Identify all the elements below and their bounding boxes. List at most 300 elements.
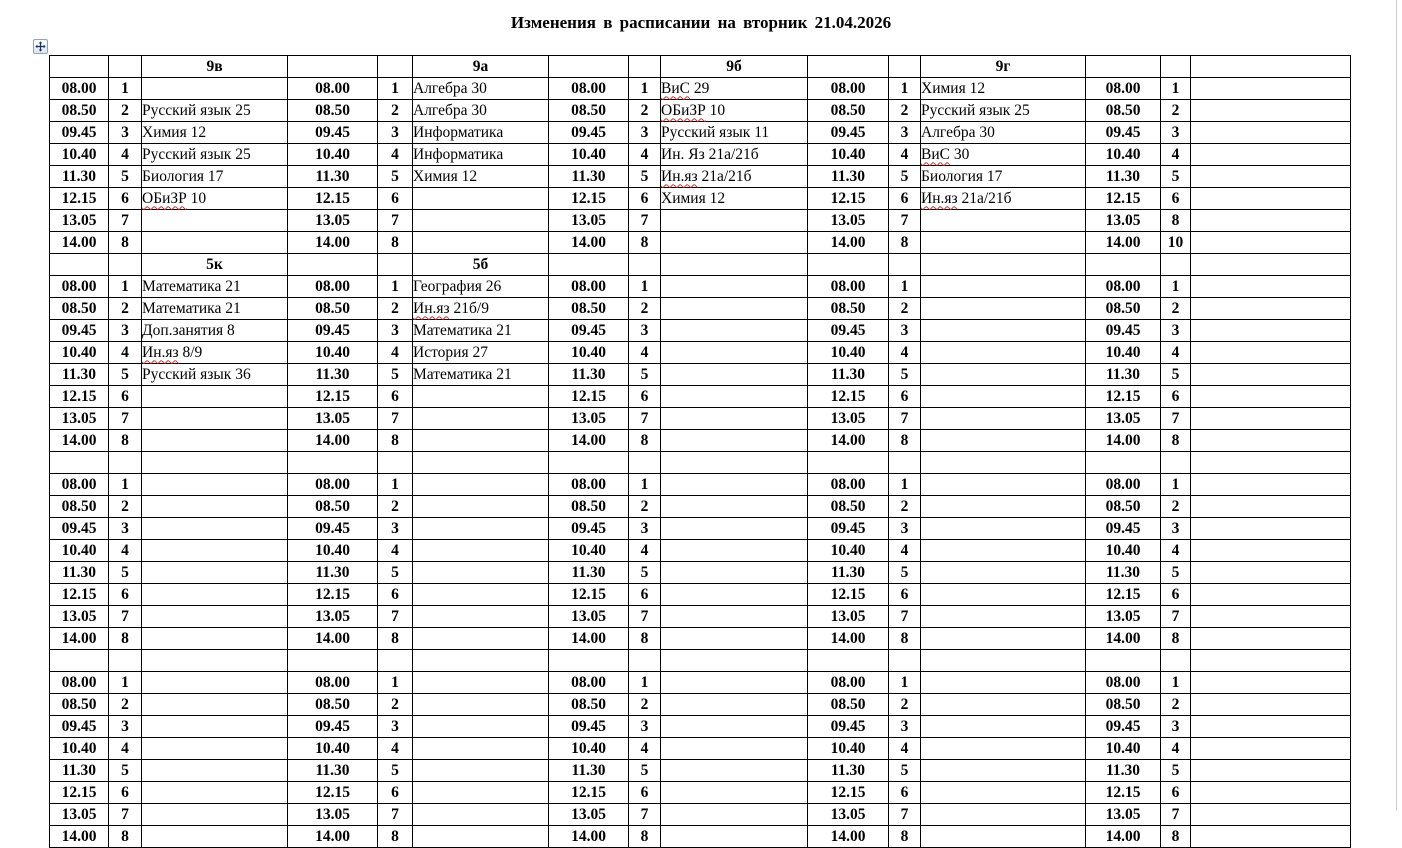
lesson-number-cell[interactable]: 1: [629, 276, 661, 298]
subject-cell[interactable]: [413, 628, 549, 650]
time-cell[interactable]: 11.30: [50, 166, 109, 188]
time-cell[interactable]: [549, 452, 629, 474]
lesson-number-cell[interactable]: 7: [378, 606, 413, 628]
lesson-number-cell[interactable]: 7: [889, 210, 921, 232]
time-cell[interactable]: 12.15: [549, 188, 629, 210]
subject-cell[interactable]: [661, 760, 808, 782]
time-cell[interactable]: [50, 452, 109, 474]
subject-cell[interactable]: [1191, 408, 1351, 430]
time-cell[interactable]: 08.00: [549, 474, 629, 496]
lesson-number-cell[interactable]: [889, 452, 921, 474]
subject-cell[interactable]: [1191, 474, 1351, 496]
subject-cell[interactable]: Химия 12: [661, 188, 808, 210]
lesson-number-cell[interactable]: 1: [378, 474, 413, 496]
lesson-number-cell[interactable]: 2: [629, 100, 661, 122]
subject-cell[interactable]: Химия 12: [413, 166, 549, 188]
time-cell[interactable]: 13.05: [549, 804, 629, 826]
lesson-number-cell[interactable]: 7: [1161, 408, 1191, 430]
lesson-number-cell[interactable]: 6: [889, 584, 921, 606]
subject-cell[interactable]: [1191, 232, 1351, 254]
time-cell[interactable]: 14.00: [808, 826, 889, 848]
time-cell[interactable]: [808, 254, 889, 276]
time-cell[interactable]: 11.30: [50, 364, 109, 386]
subject-cell[interactable]: [661, 232, 808, 254]
lesson-number-cell[interactable]: 8: [109, 826, 142, 848]
subject-cell[interactable]: [1191, 562, 1351, 584]
time-cell[interactable]: 11.30: [288, 364, 378, 386]
lesson-number-cell[interactable]: 6: [889, 386, 921, 408]
time-cell[interactable]: 10.40: [288, 738, 378, 760]
time-cell[interactable]: 08.50: [288, 694, 378, 716]
time-cell[interactable]: 12.15: [50, 386, 109, 408]
subject-cell[interactable]: Биология 17: [142, 166, 288, 188]
lesson-number-cell[interactable]: 7: [629, 606, 661, 628]
lesson-number-cell[interactable]: 8: [1161, 628, 1191, 650]
subject-cell[interactable]: [921, 562, 1086, 584]
lesson-number-cell[interactable]: 1: [378, 672, 413, 694]
lesson-number-cell[interactable]: 2: [889, 496, 921, 518]
subject-cell[interactable]: [1191, 804, 1351, 826]
subject-cell[interactable]: [921, 342, 1086, 364]
time-cell[interactable]: [549, 650, 629, 672]
time-cell[interactable]: 08.50: [50, 694, 109, 716]
lesson-number-cell[interactable]: 6: [1161, 584, 1191, 606]
subject-cell[interactable]: [921, 584, 1086, 606]
subject-cell[interactable]: Ин.яз 21б/9: [413, 298, 549, 320]
lesson-number-cell[interactable]: [889, 56, 921, 78]
time-cell[interactable]: [549, 254, 629, 276]
subject-cell[interactable]: [921, 628, 1086, 650]
subject-cell[interactable]: История 27: [413, 342, 549, 364]
time-cell[interactable]: 11.30: [288, 166, 378, 188]
lesson-number-cell[interactable]: 2: [889, 298, 921, 320]
time-cell[interactable]: 09.45: [808, 716, 889, 738]
subject-cell[interactable]: [142, 628, 288, 650]
lesson-number-cell[interactable]: 3: [889, 716, 921, 738]
time-cell[interactable]: 08.00: [50, 276, 109, 298]
subject-cell[interactable]: [413, 210, 549, 232]
lesson-number-cell[interactable]: 3: [1161, 518, 1191, 540]
lesson-number-cell[interactable]: 7: [1161, 804, 1191, 826]
subject-cell[interactable]: [142, 540, 288, 562]
time-cell[interactable]: 11.30: [1086, 760, 1161, 782]
subject-cell[interactable]: [413, 584, 549, 606]
lesson-number-cell[interactable]: 5: [378, 166, 413, 188]
subject-cell[interactable]: [142, 386, 288, 408]
lesson-number-cell[interactable]: 8: [629, 232, 661, 254]
time-cell[interactable]: 12.15: [549, 782, 629, 804]
class-header-cell[interactable]: [661, 452, 808, 474]
lesson-number-cell[interactable]: 3: [378, 122, 413, 144]
subject-cell[interactable]: Ин.яз 21а/21б: [661, 166, 808, 188]
time-cell[interactable]: [288, 452, 378, 474]
lesson-number-cell[interactable]: 2: [1161, 298, 1191, 320]
lesson-number-cell[interactable]: 5: [109, 364, 142, 386]
subject-cell[interactable]: [661, 606, 808, 628]
class-header-cell[interactable]: [661, 254, 808, 276]
subject-cell[interactable]: [1191, 364, 1351, 386]
subject-cell[interactable]: [1191, 298, 1351, 320]
time-cell[interactable]: 13.05: [288, 210, 378, 232]
subject-cell[interactable]: [921, 606, 1086, 628]
subject-cell[interactable]: [1191, 430, 1351, 452]
lesson-number-cell[interactable]: 1: [629, 474, 661, 496]
lesson-number-cell[interactable]: 1: [109, 276, 142, 298]
time-cell[interactable]: 10.40: [808, 738, 889, 760]
time-cell[interactable]: [808, 452, 889, 474]
lesson-number-cell[interactable]: 8: [378, 232, 413, 254]
time-cell[interactable]: 14.00: [549, 232, 629, 254]
lesson-number-cell[interactable]: 6: [109, 188, 142, 210]
subject-cell[interactable]: Ин. Яз 21а/21б: [661, 144, 808, 166]
subject-cell[interactable]: Алгебра 30: [413, 100, 549, 122]
lesson-number-cell[interactable]: 3: [629, 122, 661, 144]
time-cell[interactable]: 11.30: [288, 562, 378, 584]
lesson-number-cell[interactable]: 4: [889, 342, 921, 364]
time-cell[interactable]: 10.40: [549, 540, 629, 562]
time-cell[interactable]: 08.00: [288, 276, 378, 298]
subject-cell[interactable]: Химия 12: [142, 122, 288, 144]
time-cell[interactable]: 08.00: [808, 672, 889, 694]
time-cell[interactable]: 08.00: [1086, 78, 1161, 100]
time-cell[interactable]: 09.45: [1086, 122, 1161, 144]
subject-cell[interactable]: [413, 540, 549, 562]
subject-cell[interactable]: [413, 562, 549, 584]
lesson-number-cell[interactable]: 4: [629, 540, 661, 562]
time-cell[interactable]: 14.00: [50, 232, 109, 254]
lesson-number-cell[interactable]: 5: [889, 364, 921, 386]
time-cell[interactable]: [288, 650, 378, 672]
subject-cell[interactable]: [661, 298, 808, 320]
time-cell[interactable]: 14.00: [288, 826, 378, 848]
subject-cell[interactable]: Алгебра 30: [413, 78, 549, 100]
lesson-number-cell[interactable]: 5: [629, 166, 661, 188]
subject-cell[interactable]: [661, 628, 808, 650]
time-cell[interactable]: 12.15: [1086, 386, 1161, 408]
subject-cell[interactable]: [1191, 122, 1351, 144]
lesson-number-cell[interactable]: 1: [109, 78, 142, 100]
subject-cell[interactable]: [921, 276, 1086, 298]
lesson-number-cell[interactable]: 1: [109, 672, 142, 694]
lesson-number-cell[interactable]: 2: [378, 100, 413, 122]
time-cell[interactable]: 10.40: [50, 738, 109, 760]
time-cell[interactable]: 10.40: [549, 738, 629, 760]
subject-cell[interactable]: [1191, 826, 1351, 848]
time-cell[interactable]: 10.40: [50, 144, 109, 166]
subject-cell[interactable]: [921, 738, 1086, 760]
time-cell[interactable]: 08.50: [808, 694, 889, 716]
subject-cell[interactable]: [1191, 386, 1351, 408]
lesson-number-cell[interactable]: 8: [629, 628, 661, 650]
lesson-number-cell[interactable]: 6: [109, 584, 142, 606]
subject-cell[interactable]: [921, 782, 1086, 804]
time-cell[interactable]: 08.00: [1086, 474, 1161, 496]
lesson-number-cell[interactable]: 6: [1161, 782, 1191, 804]
time-cell[interactable]: [1086, 452, 1161, 474]
lesson-number-cell[interactable]: 5: [1161, 760, 1191, 782]
lesson-number-cell[interactable]: 1: [889, 276, 921, 298]
time-cell[interactable]: 13.05: [549, 210, 629, 232]
lesson-number-cell[interactable]: 8: [109, 232, 142, 254]
subject-cell[interactable]: [921, 298, 1086, 320]
subject-cell[interactable]: [413, 782, 549, 804]
time-cell[interactable]: 14.00: [1086, 826, 1161, 848]
subject-cell[interactable]: [661, 782, 808, 804]
lesson-number-cell[interactable]: 7: [109, 210, 142, 232]
subject-cell[interactable]: [661, 210, 808, 232]
time-cell[interactable]: 08.50: [1086, 298, 1161, 320]
time-cell[interactable]: 08.00: [288, 78, 378, 100]
time-cell[interactable]: 11.30: [1086, 562, 1161, 584]
subject-cell[interactable]: [142, 562, 288, 584]
lesson-number-cell[interactable]: 1: [1161, 78, 1191, 100]
lesson-number-cell[interactable]: [378, 650, 413, 672]
time-cell[interactable]: 11.30: [808, 166, 889, 188]
time-cell[interactable]: [288, 56, 378, 78]
lesson-number-cell[interactable]: 8: [109, 430, 142, 452]
class-header-cell[interactable]: 9в: [142, 56, 288, 78]
subject-cell[interactable]: Доп.занятия 8: [142, 320, 288, 342]
time-cell[interactable]: 12.15: [288, 782, 378, 804]
subject-cell[interactable]: [1191, 716, 1351, 738]
lesson-number-cell[interactable]: 5: [378, 562, 413, 584]
time-cell[interactable]: 08.00: [808, 78, 889, 100]
time-cell[interactable]: [50, 254, 109, 276]
time-cell[interactable]: 10.40: [549, 144, 629, 166]
lesson-number-cell[interactable]: 1: [629, 672, 661, 694]
time-cell[interactable]: 09.45: [549, 122, 629, 144]
time-cell[interactable]: 14.00: [549, 826, 629, 848]
time-cell[interactable]: 12.15: [808, 188, 889, 210]
class-header-cell[interactable]: [142, 452, 288, 474]
time-cell[interactable]: 14.00: [549, 628, 629, 650]
subject-cell[interactable]: [142, 760, 288, 782]
time-cell[interactable]: 12.15: [288, 386, 378, 408]
class-header-cell[interactable]: 9б: [661, 56, 808, 78]
subject-cell[interactable]: [142, 694, 288, 716]
lesson-number-cell[interactable]: 4: [378, 342, 413, 364]
time-cell[interactable]: 11.30: [549, 364, 629, 386]
subject-cell[interactable]: [921, 518, 1086, 540]
time-cell[interactable]: 08.50: [808, 100, 889, 122]
lesson-number-cell[interactable]: [1161, 650, 1191, 672]
lesson-number-cell[interactable]: 4: [1161, 144, 1191, 166]
subject-cell[interactable]: [413, 738, 549, 760]
subject-cell[interactable]: География 26: [413, 276, 549, 298]
lesson-number-cell[interactable]: 6: [1161, 188, 1191, 210]
lesson-number-cell[interactable]: 4: [109, 144, 142, 166]
class-header-cell[interactable]: 5б: [413, 254, 549, 276]
time-cell[interactable]: 08.00: [1086, 672, 1161, 694]
subject-cell[interactable]: [142, 408, 288, 430]
lesson-number-cell[interactable]: [1161, 254, 1191, 276]
lesson-number-cell[interactable]: 4: [629, 342, 661, 364]
time-cell[interactable]: 12.15: [50, 584, 109, 606]
lesson-number-cell[interactable]: 1: [629, 78, 661, 100]
subject-cell[interactable]: Ин.яз 21а/21б: [921, 188, 1086, 210]
subject-cell[interactable]: [142, 430, 288, 452]
time-cell[interactable]: [808, 650, 889, 672]
lesson-number-cell[interactable]: 1: [889, 474, 921, 496]
time-cell[interactable]: 12.15: [808, 782, 889, 804]
time-cell[interactable]: 10.40: [549, 342, 629, 364]
lesson-number-cell[interactable]: [378, 56, 413, 78]
lesson-number-cell[interactable]: 2: [378, 298, 413, 320]
time-cell[interactable]: 13.05: [808, 408, 889, 430]
subject-cell[interactable]: [1191, 540, 1351, 562]
lesson-number-cell[interactable]: 3: [629, 320, 661, 342]
lesson-number-cell[interactable]: 4: [378, 540, 413, 562]
time-cell[interactable]: 11.30: [1086, 364, 1161, 386]
time-cell[interactable]: [1086, 254, 1161, 276]
time-cell[interactable]: 10.40: [808, 342, 889, 364]
time-cell[interactable]: 09.45: [1086, 518, 1161, 540]
time-cell[interactable]: 13.05: [808, 210, 889, 232]
subject-cell[interactable]: [661, 562, 808, 584]
lesson-number-cell[interactable]: 8: [889, 232, 921, 254]
time-cell[interactable]: 09.45: [288, 518, 378, 540]
time-cell[interactable]: 08.00: [549, 78, 629, 100]
lesson-number-cell[interactable]: 4: [1161, 342, 1191, 364]
lesson-number-cell[interactable]: 3: [889, 320, 921, 342]
class-header-cell[interactable]: [142, 650, 288, 672]
time-cell[interactable]: 09.45: [549, 320, 629, 342]
subject-cell[interactable]: [921, 760, 1086, 782]
time-cell[interactable]: 14.00: [288, 430, 378, 452]
subject-cell[interactable]: [1191, 166, 1351, 188]
lesson-number-cell[interactable]: 3: [629, 716, 661, 738]
time-cell[interactable]: [1086, 56, 1161, 78]
lesson-number-cell[interactable]: [629, 254, 661, 276]
lesson-number-cell[interactable]: [109, 452, 142, 474]
time-cell[interactable]: 09.45: [1086, 320, 1161, 342]
time-cell[interactable]: 08.00: [549, 672, 629, 694]
time-cell[interactable]: 08.50: [50, 298, 109, 320]
class-header-cell[interactable]: [413, 452, 549, 474]
time-cell[interactable]: 08.00: [288, 474, 378, 496]
lesson-number-cell[interactable]: 4: [889, 144, 921, 166]
time-cell[interactable]: 09.45: [808, 122, 889, 144]
subject-cell[interactable]: [661, 540, 808, 562]
lesson-number-cell[interactable]: 2: [109, 694, 142, 716]
lesson-number-cell[interactable]: 1: [1161, 474, 1191, 496]
subject-cell[interactable]: [1191, 628, 1351, 650]
time-cell[interactable]: 13.05: [288, 606, 378, 628]
time-cell[interactable]: 08.50: [288, 100, 378, 122]
subject-cell[interactable]: [661, 342, 808, 364]
time-cell[interactable]: 08.50: [50, 496, 109, 518]
lesson-number-cell[interactable]: 8: [889, 826, 921, 848]
time-cell[interactable]: 11.30: [50, 562, 109, 584]
subject-cell[interactable]: [413, 760, 549, 782]
time-cell[interactable]: 08.00: [288, 672, 378, 694]
table-move-handle[interactable]: [33, 39, 48, 54]
time-cell[interactable]: 10.40: [50, 342, 109, 364]
time-cell[interactable]: 10.40: [288, 540, 378, 562]
subject-cell[interactable]: Русский язык 25: [921, 100, 1086, 122]
lesson-number-cell[interactable]: 5: [1161, 562, 1191, 584]
time-cell[interactable]: 10.40: [1086, 342, 1161, 364]
subject-cell[interactable]: [1191, 100, 1351, 122]
subject-cell[interactable]: [142, 496, 288, 518]
subject-cell[interactable]: [413, 188, 549, 210]
lesson-number-cell[interactable]: 5: [629, 760, 661, 782]
lesson-number-cell[interactable]: 3: [378, 320, 413, 342]
lesson-number-cell[interactable]: 3: [889, 518, 921, 540]
lesson-number-cell[interactable]: 6: [629, 584, 661, 606]
time-cell[interactable]: [50, 650, 109, 672]
class-header-cell[interactable]: [661, 650, 808, 672]
time-cell[interactable]: 08.00: [50, 672, 109, 694]
lesson-number-cell[interactable]: 6: [629, 782, 661, 804]
lesson-number-cell[interactable]: 8: [629, 826, 661, 848]
lesson-number-cell[interactable]: 7: [378, 408, 413, 430]
time-cell[interactable]: 08.00: [808, 276, 889, 298]
subject-cell[interactable]: [413, 716, 549, 738]
subject-cell[interactable]: [142, 78, 288, 100]
lesson-number-cell[interactable]: 3: [109, 122, 142, 144]
subject-cell[interactable]: [1191, 78, 1351, 100]
lesson-number-cell[interactable]: [109, 650, 142, 672]
time-cell[interactable]: 08.00: [808, 474, 889, 496]
lesson-number-cell[interactable]: [378, 452, 413, 474]
class-header-cell[interactable]: [413, 650, 549, 672]
time-cell[interactable]: 13.05: [808, 606, 889, 628]
time-cell[interactable]: 13.05: [50, 606, 109, 628]
class-header-cell[interactable]: [921, 650, 1086, 672]
subject-cell[interactable]: [661, 364, 808, 386]
time-cell[interactable]: 08.00: [50, 474, 109, 496]
lesson-number-cell[interactable]: 6: [629, 188, 661, 210]
subject-cell[interactable]: [661, 408, 808, 430]
lesson-number-cell[interactable]: 2: [629, 694, 661, 716]
time-cell[interactable]: 12.15: [288, 584, 378, 606]
subject-cell[interactable]: [142, 606, 288, 628]
subject-cell[interactable]: ОБиЗР 10: [142, 188, 288, 210]
lesson-number-cell[interactable]: 7: [378, 804, 413, 826]
subject-cell[interactable]: [661, 804, 808, 826]
subject-cell[interactable]: [661, 386, 808, 408]
lesson-number-cell[interactable]: 4: [378, 144, 413, 166]
subject-cell[interactable]: [413, 804, 549, 826]
lesson-number-cell[interactable]: 7: [1161, 606, 1191, 628]
subject-cell[interactable]: [413, 232, 549, 254]
subject-cell[interactable]: Русский язык 36: [142, 364, 288, 386]
time-cell[interactable]: 08.50: [808, 496, 889, 518]
time-cell[interactable]: 09.45: [549, 518, 629, 540]
lesson-number-cell[interactable]: 1: [378, 276, 413, 298]
time-cell[interactable]: 12.15: [288, 188, 378, 210]
time-cell[interactable]: 08.00: [549, 276, 629, 298]
time-cell[interactable]: 12.15: [808, 386, 889, 408]
subject-cell[interactable]: [661, 716, 808, 738]
lesson-number-cell[interactable]: 2: [889, 694, 921, 716]
lesson-number-cell[interactable]: [1161, 452, 1191, 474]
time-cell[interactable]: 09.45: [1086, 716, 1161, 738]
subject-cell[interactable]: [142, 518, 288, 540]
lesson-number-cell[interactable]: 8: [378, 628, 413, 650]
subject-cell[interactable]: [142, 210, 288, 232]
lesson-number-cell[interactable]: 2: [629, 298, 661, 320]
lesson-number-cell[interactable]: 3: [889, 122, 921, 144]
lesson-number-cell[interactable]: 5: [1161, 364, 1191, 386]
lesson-number-cell[interactable]: 6: [378, 188, 413, 210]
lesson-number-cell[interactable]: 3: [109, 716, 142, 738]
time-cell[interactable]: 13.05: [549, 408, 629, 430]
lesson-number-cell[interactable]: 6: [109, 386, 142, 408]
subject-cell[interactable]: [921, 386, 1086, 408]
subject-cell[interactable]: [1191, 738, 1351, 760]
